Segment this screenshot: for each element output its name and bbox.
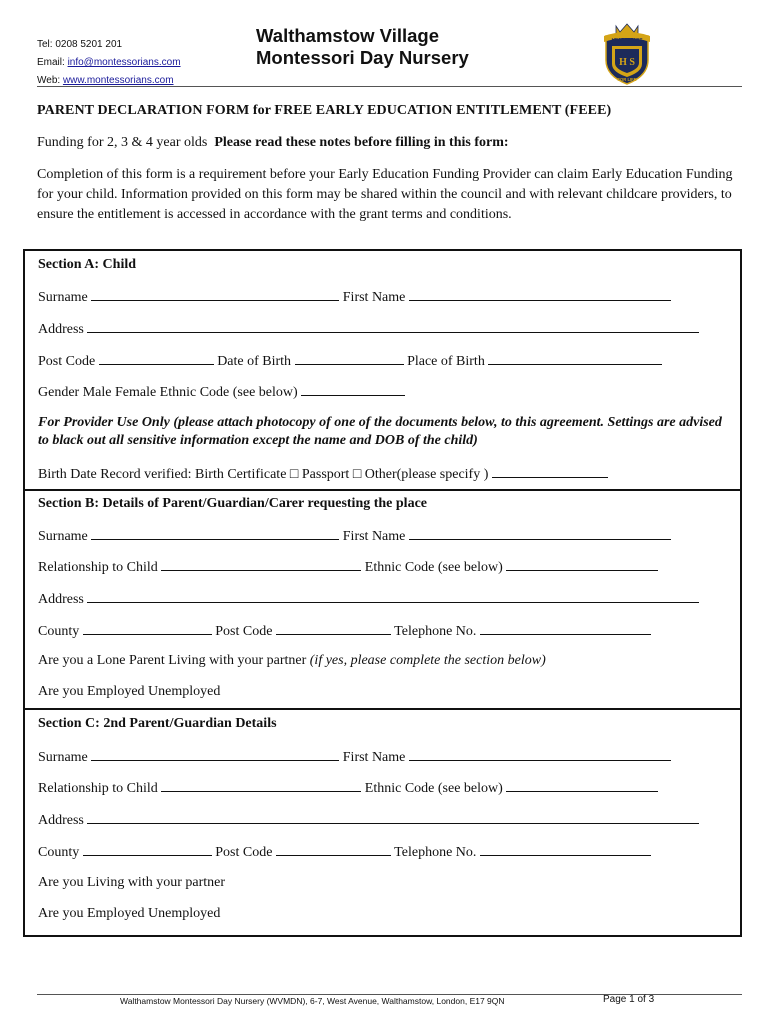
heartstart-logo [602,22,652,86]
child-first-name-label: First Name [342,290,406,305]
child-name-row [38,288,671,306]
second-parent-relationship-label: Relationship to Child [38,781,158,796]
second-parent-surname-field[interactable] [91,748,339,761]
section-b-parent [23,491,742,710]
email-label: Email: [37,57,68,68]
email-link[interactable]: info@montessorians.com [67,57,181,68]
child-postcode-label: Post Code [38,354,96,369]
intro-paragraph: Completion of this form is a requirement before your Early Education Funding Provider can claim Early Education Funding for your child. Information provided on this form may be shared within the council and with relevant childcare providers, to ensure the entitlement is accessed in accordance with the grant terms and conditions. [37,167,733,222]
parent-telephone-label: Telephone No. [394,624,477,639]
parent-surname-field[interactable] [91,527,339,540]
parent-relationship-field[interactable] [161,558,361,571]
child-gender-row [38,383,405,401]
birth-record-row [38,465,608,483]
shield-crest-icon [602,22,652,86]
svg-text:H S: H S [619,57,635,68]
second-parent-address-field[interactable] [87,811,699,824]
parent-surname-label: Surname [38,529,88,544]
provider-use-note: For Provider Use Only (please attach photocopy of one of the documents below, to this agreement. Settings are advised to black out all sensitive information except the name and DOB of the child) [38,415,722,448]
parent-address-label: Address [38,592,84,607]
second-parent-telephone-field[interactable] [480,843,651,856]
child-gender-label: Gender Male Female Ethnic Code (see below) [38,385,298,400]
web-label: Web: [37,75,63,86]
parent-county-row [38,622,651,640]
child-dob-field[interactable] [295,352,404,365]
parent-relationship-label: Relationship to Child [38,560,158,575]
parent-relationship-row [38,558,658,576]
parent-telephone-field[interactable] [480,622,651,635]
second-parent-county-label: County [38,845,80,860]
child-address-label: Address [38,322,84,337]
parent-county-label: County [38,624,80,639]
web-link[interactable]: www.montessorians.com [62,75,174,86]
second-parent-living-row: Are you Living with your partner [38,875,226,890]
child-address-field[interactable] [87,320,699,333]
section-c-title: Section C: 2nd Parent/Guardian Details [38,716,277,731]
parent-first-name-label: First Name [342,529,406,544]
child-postcode-row [38,352,662,370]
second-parent-ethnic-label: Ethnic Code (see below) [364,781,503,796]
child-postcode-field[interactable] [99,352,214,365]
second-parent-first-name-label: First Name [342,750,406,765]
telephone-text: Tel: 0208 5201 201 [37,39,123,50]
second-parent-relationship-row [38,779,658,797]
title-line-2: Montessori Day Nursery [256,47,469,68]
parent-address-field[interactable] [87,590,699,603]
second-parent-telephone-label: Telephone No. [394,845,477,860]
second-parent-name-row [38,748,671,766]
funding-text: Funding for 2, 3 & 4 year olds [37,135,208,150]
footer-address: Walthamstow Montessori Day Nursery (WVMDN), 6-7, West Avenue, Walthamstow, London, E17 9QN [120,996,505,1006]
lone-parent-row [38,653,546,669]
parent-address-row [38,590,699,608]
birth-record-other-field[interactable] [492,465,608,478]
child-ethnic-code-field[interactable] [301,383,405,396]
parent-first-name-field[interactable] [409,527,671,540]
parent-ethnic-label: Ethnic Code (see below) [364,560,503,575]
second-parent-address-row [38,811,699,829]
second-parent-address-label: Address [38,813,84,828]
second-parent-postcode-label: Post Code [215,845,273,860]
header-divider [37,86,742,87]
page-number: Page 1 of 3 [603,994,655,1005]
parent-ethnic-field[interactable] [506,558,658,571]
second-parent-relationship-field[interactable] [161,779,361,792]
svg-text:FOR LIFE: FOR LIFE [617,77,637,82]
form-title: PARENT DECLARATION FORM for FREE EARLY EDUCATION ENTITLEMENT (FEEE) [37,103,612,118]
funding-line [37,135,509,151]
child-surname-label: Surname [38,290,88,305]
nursery-title [256,25,469,69]
second-parent-employment-row: Are you Employed Unemployed [38,906,221,921]
child-address-row [38,320,699,338]
funding-note: Please read these notes before filling in this form: [214,135,509,150]
web-line [37,72,181,90]
parent-employment-row: Are you Employed Unemployed [38,684,221,699]
second-parent-county-row [38,843,651,861]
child-birthplace-field[interactable] [488,352,662,365]
section-a-title: Section A: Child [38,257,137,272]
parent-county-field[interactable] [83,622,212,635]
email-line [37,54,181,72]
contact-info [37,36,181,90]
lone-parent-label: Are you a Lone Parent Living with your partner [38,653,307,668]
child-surname-field[interactable] [91,288,339,301]
parent-name-row [38,527,671,545]
second-parent-postcode-field[interactable] [276,843,391,856]
second-parent-ethnic-field[interactable] [506,779,658,792]
birth-record-label: Birth Date Record verified: Birth Certificate □ Passport □ Other(please specify ) [38,467,489,482]
lone-parent-hint: (if yes, please complete the section below) [309,653,546,668]
child-birthplace-label: Place of Birth [407,354,485,369]
second-parent-first-name-field[interactable] [409,748,671,761]
title-line-1: Walthamstow Village [256,25,439,46]
second-parent-surname-label: Surname [38,750,88,765]
section-c-second-parent [23,708,742,937]
svg-text:HEARTSTART: HEARTSTART [611,37,643,42]
child-dob-label: Date of Birth [217,354,292,369]
section-a-child [23,249,742,491]
section-b-title: Section B: Details of Parent/Guardian/Carer requesting the place [38,496,427,511]
second-parent-county-field[interactable] [83,843,212,856]
child-first-name-field[interactable] [409,288,671,301]
parent-postcode-field[interactable] [276,622,391,635]
parent-postcode-label: Post Code [215,624,273,639]
